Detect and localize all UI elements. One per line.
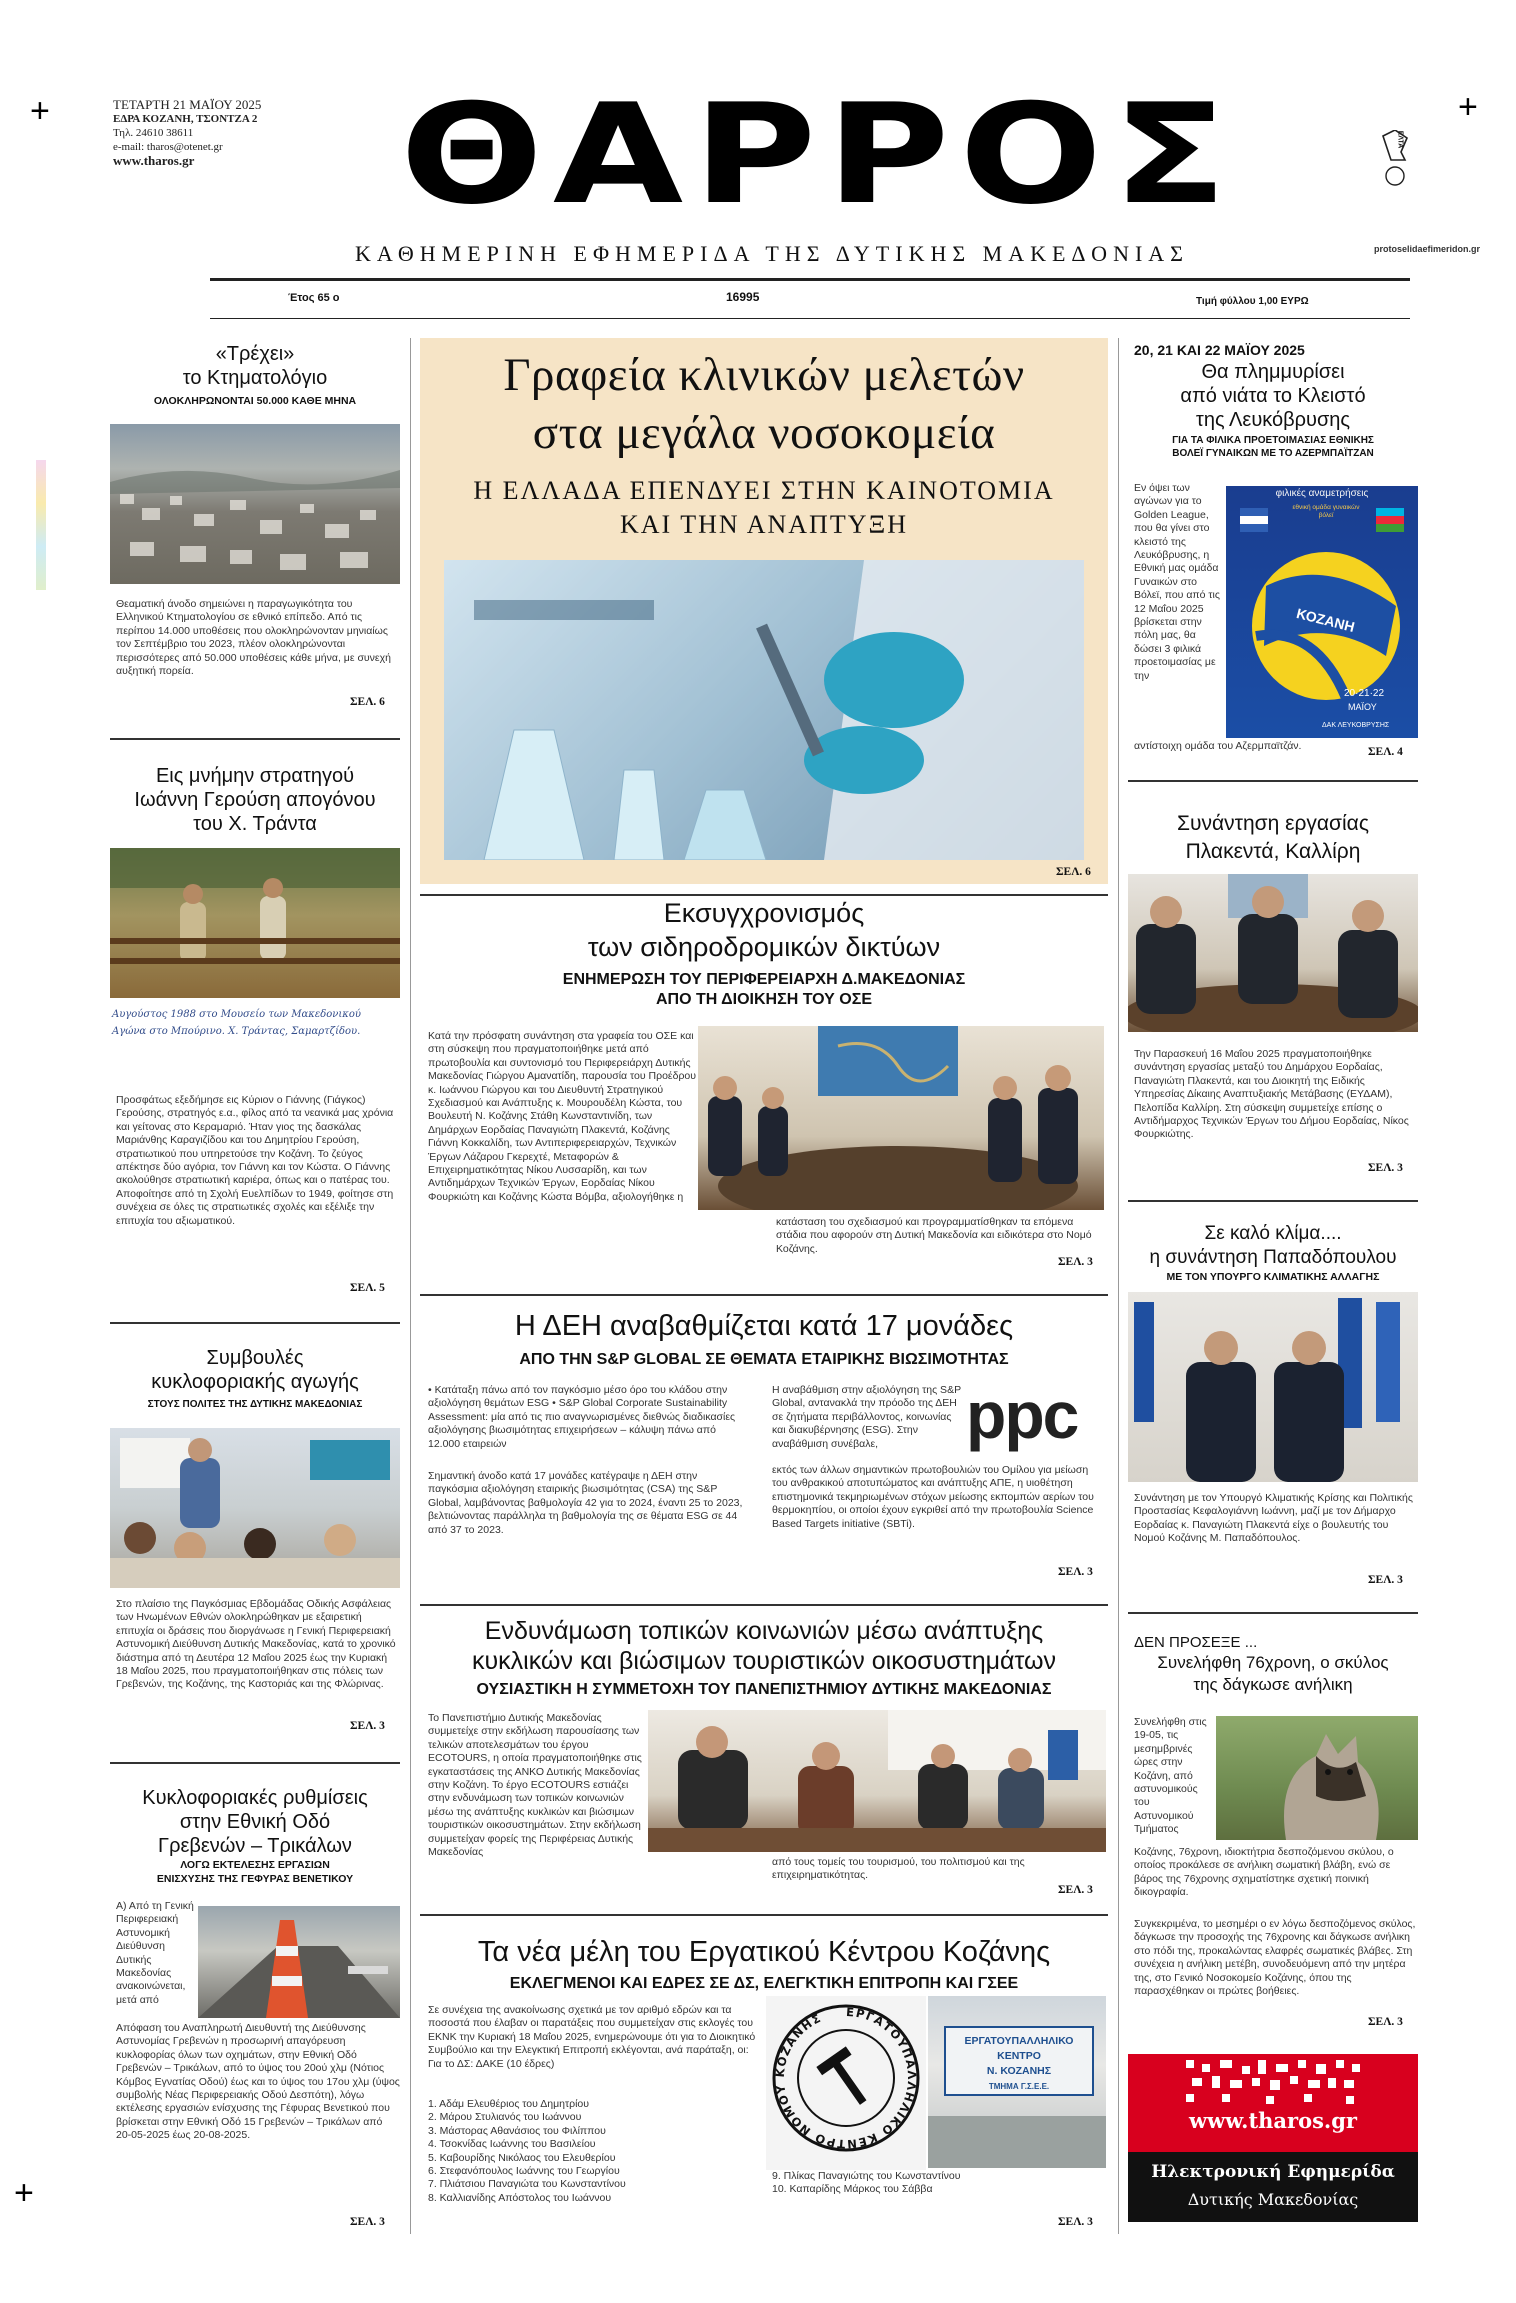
city-photo [110, 424, 400, 584]
article-title: Εκσυγχρονισμός των σιδηροδρομικών δικτύων [587, 898, 941, 962]
header-rule [210, 318, 1410, 319]
registration-mark: + [14, 2174, 34, 2212]
lab-photo [444, 560, 1084, 860]
article-title: Σε καλό κλίμα.... η συνάντηση Παπαδόπουλου [1149, 1223, 1397, 1268]
registration-mark: + [1458, 88, 1478, 126]
page-ref[interactable]: ΣΕΛ. 5 [350, 1282, 385, 1294]
article-body: Κοζάνης, 76χρονη, ιδιοκτήτρια δεσποζόμενου σκύλου, ο οποίος προκάλεσε σε ανήλικη σωματική βλάβη, ενώ σε βάρος της 76χρονης σχηματίστηκε σχετική ποινική δικογραφία. [1134, 1846, 1394, 1899]
article-subtitle: ΟΛΟΚΛΗΡΩΝΟΝΤΑΙ 50.000 ΚΑΘΕ ΜΗΝΑ [153, 395, 357, 407]
elected-list: 9. Πλίκας Παναγιώτης του Κωνσταντίνου 10. Καπαρίδης Μάρκος του Σάββα [772, 2170, 961, 2196]
column-separator [420, 1294, 1108, 1296]
page-ref[interactable]: ΣΕΛ. 3 [1368, 1574, 1403, 1586]
column-separator [420, 1914, 1108, 1916]
column-rule [410, 338, 411, 2234]
lead-headline: Γραφεία κλινικών μελετών στα μεγάλα νοσοκομεία [503, 349, 1025, 459]
website-ad[interactable] [1128, 2054, 1418, 2222]
memorial-photo [110, 848, 400, 998]
phone: Τηλ. 24610 38611 [113, 127, 194, 139]
article-title: Κυκλοφοριακές ρυθμίσεις στην Εθνική Οδό Γρεβενών – Τρικάλων [142, 1787, 368, 1857]
article-body: Θεαματική άνοδο σημειώνει η παραγωγικότητα του Ελληνικού Κτηματολογίου σε εθνικό επίπεδο. Από τις περίπου 14.000 υποθέσεις που ολοκληρώνονταν μηνιαίως τον Σεπτέμβριο του 2023, πλέον ολοκληρώνονται περισσότερες από 50.000 υποθέσεις κάθε μήνα, με συνεχή αυξητική πορεία. [116, 598, 391, 678]
article-title: Συνάντηση εργασίας Πλακεντά, Καλλίρη [1177, 812, 1369, 863]
issue-number: 16995 [726, 290, 760, 304]
office-address: ΕΔΡΑ ΚΟΖΑΝΗ, ΤΣΟΝΤΖΑ 2 [113, 113, 258, 125]
stamp-ring-text: ΕΡΓΑΤΟΥΠΑΛΛΗΛΙΚΟ ΚΕΝΤΡΟ ΝΟΜΟΥ ΚΟΖΑΝΗΣ [772, 2004, 920, 2152]
tagline: ΚΑΘΗΜΕΡΙΝΗ ΕΦΗΜΕΡΙΔΑ ΤΗΣ ΔΥΤΙΚΗΣ ΜΑΚΕΔΟΝΙΑΣ [355, 241, 1189, 266]
union-stamp [766, 1996, 926, 2170]
header-rule [210, 278, 1410, 281]
article-body: Συνελήφθη στις 19-05, τις μεσημβρινές ώρες στην Κοζάνη, από αστυνομικούς του Αστυνομικού Τμήματος [1134, 1716, 1207, 1836]
masthead: ΘΑΡΡΟΣ [400, 74, 1237, 235]
poster-text: ΚΟΖΑΝΗ [1294, 605, 1357, 635]
article-title: «Τρέχει» το Κτηματολόγιο [182, 343, 328, 389]
article-kicker: 20, 21 ΚΑΙ 22 ΜΑΪΟΥ 2025 [1134, 342, 1305, 358]
page-ref[interactable]: ΣΕΛ. 3 [1368, 1162, 1403, 1174]
event-photo [648, 1710, 1106, 1852]
page-ref[interactable]: ΣΕΛ. 6 [1056, 866, 1091, 878]
article-subtitle: ΕΚΛΕΓΜΕΝΟΙ ΚΑΙ ΕΔΡΕΣ ΣΕ ΔΣ, ΕΛΕΓΚΤΙΚΗ ΕΠΙΤΡΟΠΗ ΚΑΙ ΓΣΕΕ [509, 1975, 1019, 1992]
article-body: εκτός των άλλων σημαντικών πρωτοβουλιών του Ομίλου για μείωση του ανθρακικού αποτυπώματος και ανάπτυξης ΑΠΕ, η υιοθέτηση επιστημονικά τεκμηριωμένων στόχων μείωσης εκπομπών αερίων του θερμοκηπίου, οι οποίοι έχουν εγκριθεί από την πρωτοβουλία Science Based Targets initiative (SBTi). [772, 1464, 1094, 1530]
email: e-mail: tharos@otenet.gr [113, 141, 223, 153]
ad-line: Ηλεκτρονική Εφημερίδα [1151, 2162, 1395, 2182]
article-subtitle: ΟΥΣΙΑΣΤΙΚΗ Η ΣΥΜΜΕΤΟΧΗ ΤΟΥ ΠΑΝΕΠΙΣΤΗΜΙΟΥ ΔΥΤΙΚΗΣ ΜΑΚΕΔΟΝΙΑΣ [476, 1681, 1052, 1698]
price: Τιμή φύλλου 1,00 ΕΥΡΩ [1196, 296, 1309, 307]
handwritten-caption: Αυγούστος 1988 στο Μουσείο των Μακεδονικού Αγώνα στο Μπούρινο. Χ. Τράντας, Σαμαρτζίδου. [112, 1009, 361, 1037]
qr-pattern-icon [1186, 2060, 1362, 2106]
ad-line: Δυτικής Μακεδονίας [1187, 2190, 1359, 2209]
volleyball-poster [1226, 486, 1418, 738]
side-credit-strip [36, 460, 46, 590]
article-body: Στο πλαίσιο της Παγκόσμιας Εβδομάδας Οδικής Ασφάλειας των Ηνωμένων Εθνών ολοκληρώθηκαν με εξαιρετική επιτυχία οι δράσεις που διοργάνωσε η Γενική Περιφερειακή Αστυνομική Διεύθυνση Δυτικής Μακεδονίας, κατά το χρονικό διάστημα από τη Δευτέρα 12 Μαΐου 2025 έως την Κυριακή 18 Μαΐου 2025, που πραγματοποιήθηκαν στις πόλεις των Γρεβενών, της Κοζάνης, της Καστοριάς και της Φλώρινας. [116, 1598, 396, 1691]
year: Έτος 65 ο [288, 292, 340, 304]
page-ref[interactable]: ΣΕΛ. 3 [1058, 1566, 1093, 1578]
poster-text: ΜΑΪΟΥ [1348, 702, 1377, 712]
article-body: Την Παρασκευή 16 Μαΐου 2025 πραγματοποιήθηκε συνάντηση εργασίας μεταξύ του Δημάρχου Εορδαίας, Παναγιώτη Πλακεντά, και του Διοικητή της Ειδικής Υπηρεσίας Δίκαιης Αναπτυξιακής Μετάβασης (ΕΥΔΑΜ), Πελοπίδα Καλλίρη. Στη σύσκεψη συμμετείχε επίσης ο Αντιδήμαρχος Τεχνικών Έργων του Δήμου Εορδαίας, Νίκος Φουρκιώτης. [1134, 1048, 1409, 1141]
page-ref[interactable]: ΣΕΛ. 3 [1058, 1256, 1093, 1268]
sign-line: Ν. ΚΟΖΑΝΗΣ [986, 2065, 1052, 2077]
column-rule [1118, 338, 1119, 2234]
article-body: Προσφάτως εξεδήμησε εις Κύριον ο Γιάννης (Γιάγκος) Γερούσης, στρατηγός ε.α., φίλος από τα νεανικά μας χρόνια και γείτονας στο Κεραμαριό. Ήταν γιος της δασκάλας Μαριάνθης Καραγιζίδου και του Δημητρίου Γερούση, στρατιωτικού που υπηρετούσε την Κοζάνη. Το ζεύγος απέκτησε δύο αγόρια, τον Γιάννη και τον Κώστα. Ο Γιάννης ακολούθησε στρατιωτική καριέρα, όπως και ο πατέρας του. Αποφοίτησε από τη Σχολή Ευελπίδων το 1949, φοίτησε στη συνέχεια σε όλες τις στρατιωτικές σχολές και εξέλιξε την επιτυχία του αξιωματικού. [116, 1094, 394, 1227]
article-body: κατάσταση του σχεδιασμού και προγραμματίσθηκαν τα επόμενα στάδια που αφορούν στη Δυτική Μακεδονία και ειδικότερα στο Νομό Κοζάνης. [776, 1216, 1092, 1255]
elta-label: ΕΛΤΑ [1396, 130, 1404, 149]
poster-text: 20·21·22 [1344, 688, 1385, 699]
page-ref[interactable]: ΣΕΛ. 3 [1058, 1884, 1093, 1896]
page-ref[interactable]: ΣΕΛ. 4 [1368, 746, 1403, 758]
article-title: Θα πλημμυρίσει από νιάτα το Κλειστό της Λευκόβρυσης [1180, 361, 1366, 431]
registration-mark: + [30, 92, 50, 130]
article-title: Συνελήφθη 76χρονη, ο σκύλος της δάγκωσε ανήλικη [1157, 1653, 1389, 1694]
page-ref[interactable]: ΣΕΛ. 6 [350, 696, 385, 708]
column-separator [1128, 1612, 1418, 1614]
article-title: Ενδυνάμωση τοπικών κοινωνιών μέσω ανάπτυξης κυκλικών και βιώσιμων τουριστικών οικοσυστημάτων [472, 1617, 1056, 1675]
meeting-photo [1128, 874, 1418, 1032]
road-cone-photo [198, 1906, 400, 2018]
poster-text: εθνική ομάδα γυναικών βόλεϊ [1292, 504, 1360, 519]
page-ref[interactable]: ΣΕΛ. 3 [350, 2216, 385, 2228]
sign-line: ΕΡΓΑΤΟΥΠΑΛΛΗΛΙΚΟ ΚΕΝΤΡΟ [964, 2035, 1074, 2062]
elected-list: 1. Αδάμ Ελευθέριος του Δημητρίου 2. Μάρου Στυλιανός του Ιωάννου 3. Μάστορας Αθανάσιος του Φιλίππου 4. Τσοκνίδας Ιωάννης του Βασιλείου 5. Καβουρίδης Νικόλαος του Ελευθερίου 6. Στεφανόπουλος Ιωάννης του Γεωργίου 7. Πλιάτσιου Παναγιώτα του Κωνσταντίνου 8. Καλλιανίδης Απόστολος του Ιωάννου [428, 2098, 626, 2204]
article-body: Εν όψει των αγώνων για το Golden League, που θα γίνει στο κλειστό της Λευκόβρυσης, η Εθνική μας ομάδα Γυναικών στο Βόλεϊ, που από τις 12 Μαΐου 2025 βρίσκεται στην πόλη μας, θα δώσει 3 φιλικά προετοιμασίας με την [1134, 482, 1220, 682]
article-body: Η αναβάθμιση στην αξιολόγηση της S&P Global, αντανακλά την πρόοδο της ΔΕΗ σε ζητήματα περιβάλλοντος, κοινωνίας και διακυβέρνησης (ESG). Στην αναβάθμιση συνέβαλε, [772, 1384, 961, 1450]
article-subtitle: ΣΤΟΥΣ ΠΟΛΙΤΕΣ ΤΗΣ ΔΥΤΙΚΗΣ ΜΑΚΕΔΟΝΙΑΣ [147, 1399, 363, 1410]
column-separator [110, 1322, 400, 1324]
article-subtitle: ΓΙΑ ΤΑ ΦΙΛΙΚΑ ΠΡΟΕΤΟΙΜΑΣΙΑΣ ΕΘΝΙΚΗΣ ΒΟΛΕΪ ΓΥΝΑΙΚΩΝ ΜΕ ΤΟ ΑΖΕΡΜΠΑΪΤΖΑΝ [1172, 435, 1374, 459]
article-body: Το Πανεπιστήμιο Δυτικής Μακεδονίας συμμετείχε στην εκδήλωση παρουσίασης των τελικών αποτελεσμάτων του έργου ECOTOURS, η οποία πραγματοποιήθηκε στις εγκαταστάσεις της ΑΝΚΟ Δυτικής Μακεδονίας στην Κοζάνη. Το έργο ECOTOURS εστιάζει στην ενδυνάμωση των τοπικών κοινωνιών μέσω της ανάπτυξης κυκλικών και βιώσιμων τουριστικών οικοσυστημάτων. Στην εκδήλωση συμμετείχαν φορείς της Περιφέρειας Δυτικής Μακεδονίας [428, 1712, 642, 1859]
article-body: Σε συνέχεια της ανακοίνωσης σχετικά με τον αριθμό εδρών και τα ποσοστά που έλαβαν οι παρατάξεις που συμμετείχαν στις εκλογές του ΕΚΝΚ την Κυριακή 18 Μαΐου 2025, ενημερώνουμε ότι για το Διοικητικό Συμβούλιο και την Ελεγκτική Επιτροπή εκλέγονται, ανά παράταξη, οι: Για το ΔΣ: ΔΑΚΕ (10 έδρες) [428, 2004, 756, 2070]
poster-text: ΔΑΚ ΛΕΥΚΟΒΡΥΣΗΣ [1322, 722, 1390, 729]
ppc-logo: ppc [966, 1378, 1078, 1452]
article-body: • Κατάταξη πάνω από τον παγκόσμιο μέσο όρο του κλάδου στην αξιολόγηση θεμάτων ESG • S&P Global Corporate Sustainability Assessment: μία από τις πιο αναγνωρισμένες διεθνώς διαδικασίες αξιολόγησης βιωσιμότητας επιχειρήσεων – κάλυψη πάνω από 12.000 εταιρειών [428, 1384, 736, 1450]
article-body: αντίστοιχη ομάδα του Αζερμπαϊτζάν. [1134, 740, 1302, 752]
article-kicker: ΔΕΝ ΠΡΟΣΕΞΕ ... [1134, 1634, 1258, 1651]
article-subtitle: ΕΝΗΜΕΡΩΣΗ ΤΟΥ ΠΕΡΙΦΕΡΕΙΑΡΧΗ Δ.ΜΑΚΕΔΟΝΙΑΣ ΑΠΟ ΤΗ ΔΙΟΙΚΗΣΗ ΤΟΥ ΟΣΕ [562, 971, 966, 1008]
lead-subheadline: Η ΕΛΛΑΔΑ ΕΠΕΝΔΥΕΙ ΣΤΗΝ ΚΑΙΝΟΤΟΜΙΑ ΚΑΙ ΤΗΝ ΑΝΑΠΤΥΞΗ [473, 476, 1055, 539]
page-ref[interactable]: ΣΕΛ. 3 [350, 1720, 385, 1732]
union-sign-photo [928, 1996, 1106, 2168]
article-body: Συγκεκριμένα, το μεσημέρι ο εν λόγω δεσποζόμενος σκύλος, δάγκωσε την προσοχής της 76χρονης και δάγκωσε ανήλικη στο πόδι της, προκαλώντας ελαφρές σωματικές βλάβες. Στη συνέχεια η ανήλικη μετέβη, συνοδευόμενη από την μητέρα της, στο Γενικό Νοσοκομείο Κοζάνης, όπου της παρασχέθηκαν οι πρώτες βοήθειες. [1134, 1918, 1416, 1998]
article-title: Η ΔΕΗ αναβαθμίζεται κατά 17 μονάδες [514, 1310, 1014, 1342]
page-ref[interactable]: ΣΕΛ. 3 [1058, 2216, 1093, 2228]
article-title: Εις μνήμην στρατηγού Ιωάννη Γερούση απογόνου του Χ. Τράντα [134, 765, 376, 835]
article-body: Α) Από τη Γενική Περιφερειακή Αστυνομική Διεύθυνση Δυτικής Μακεδονίας ανακοινώνεται, μετά από [116, 1900, 194, 2006]
article-subtitle: ΑΠΟ ΤΗΝ S&P GLOBAL ΣΕ ΘΕΜΑΤΑ ΕΤΑΙΡΙΚΗΣ ΒΙΩΣΙΜΟΤΗΤΑΣ [519, 1351, 1009, 1368]
column-separator [110, 1762, 400, 1764]
ad-url[interactable]: www.tharos.gr [1189, 2108, 1357, 2133]
article-title: Τα νέα μέλη του Εργατικού Κέντρου Κοζάνης [477, 1936, 1051, 1968]
page-ref[interactable]: ΣΕΛ. 3 [1368, 2016, 1403, 2028]
poster-text: φιλικές αναμετρήσεις [1275, 488, 1369, 499]
column-separator [1128, 780, 1418, 782]
column-separator [1128, 1200, 1418, 1202]
minister-photo [1128, 1292, 1418, 1482]
article-body: Συνάντηση με τον Υπουργό Κλιματικής Κρίσης και Πολιτικής Προστασίας Κεφαλογιάννη Ιωάννη, μαζί με τον Δήμαρχο Εορδαίας κ. Παναγιώτη Πλακεντά είχε ο βουλευτής του Νομού Κοζάνης Μ. Παπαδόπουλος. [1134, 1492, 1413, 1545]
article-subtitle: ΜΕ ΤΟΝ ΥΠΟΥΡΓΟ ΚΛΙΜΑΤΙΚΗΣ ΑΛΛΑΓΗΣ [1166, 1271, 1380, 1283]
article-body: Σημαντική άνοδο κατά 17 μονάδες κατέγραψε η ΔΕΗ στην παγκόσμια αξιολόγηση εταιρικής βιωσιμότητας (CSA) της S&P Global, λαμβάνοντας βαθμολογία 42 για το 2024, έναντι 25 το 2023, βελτιώνοντας παράλληλα τη βαθμολογία της σε θέματα ESG σε 44 από 37 το 2023. [428, 1470, 743, 1536]
sign-line: ΤΜΗΜΑ Γ.Σ.Ε.Ε. [988, 2082, 1050, 2091]
column-separator [110, 738, 400, 740]
dog-photo [1216, 1716, 1418, 1840]
meeting-photo [698, 1026, 1104, 1210]
article-title: Συμβουλές κυκλοφοριακής αγωγής [151, 1347, 359, 1393]
website-link[interactable]: www.tharos.gr [113, 153, 195, 168]
issue-date: ΤΕΤΑΡΤΗ 21 ΜΑΪΟΥ 2025 [113, 97, 262, 112]
article-subtitle: ΛΟΓΩ ΕΚΤΕΛΕΣΗΣ ΕΡΓΑΣΙΩΝ ΕΝΙΣΧΥΣΗΣ ΤΗΣ ΓΕΦΥΡΑΣ ΒΕΝΕΤΙΚΟΥ [156, 1859, 354, 1885]
classroom-photo [110, 1428, 400, 1588]
article-body: Απόφαση του Αναπληρωτή Διευθυντή της Διεύθυνσης Αστυνομίας Γρεβενών η προσωρινή απαγόρευση κυκλοφορίας όλων των οχημάτων, στην Εθνική Οδό Γρεβενών – Τρικάλων, από το ύψος του 20ού χλμ (Νότιος Κόμβος Εγνατίας Οδού) έως και το ύψος του 17ου χλμ (ύψος συμβολής Νέας Περιφερειακής Οδού Δεσπότη), λόγω εκτέλεσης εργασιών ενίσχυσης της Γέφυρας Βενετικού που βρίσκεται στην Εθνική Οδό 15 Γρεβενών – Τρικάλων από 20-05-2025 έως 20-08-2025. [116, 2022, 400, 2142]
article-body: Κατά την πρόσφατη συνάντηση στα γραφεία του ΟΣΕ και στη σύσκεψη που πραγματοποιήθηκε μετά από πρωτοβουλία και συντονισμό του Περιφερειάρχη Δυτικής Μακεδονίας Γιώργου Αμανατίδη, παρουσία του Προέδρου κ. Ιωάννου Γιώργου και του Διευθυντή Στρατηγικού Σχεδιασμού και Ανάπτυξης κ. Μουρουδέλη Κώστα, του Βουλευτή Ν. Κοζάνης Στάθη Κωνσταντινίδη, των Δημάρχων Εορδαίας Παναγιώτη Πλακεντά, Κοζάνης Γιάννη Κοκκαλίδη, των Αντιπεριφερειαρχών, Τεχνικών Έργων Λάζαρου Γκερεχτέ, Μεταφορών & Επιχειρηματικότητας Νίκου Λυσσαρίδη, και των Αντιδημάρχων Τεχνικών Έργων, Εορδαίας Νίκου Φουρκιώτη και Κοζάνης Κώστα Βόμβα, αξιολογήθηκε η [428, 1030, 697, 1203]
column-separator [420, 1604, 1108, 1606]
article-body: από τους τομείς του τουρισμού, του πολιτισμού και της επιχειρηματικότητας. [772, 1856, 1025, 1882]
header-info [113, 98, 261, 168]
source-watermark: protoselidaefimeridon.gr [1374, 244, 1481, 254]
elta-logo-icon [1377, 130, 1413, 186]
